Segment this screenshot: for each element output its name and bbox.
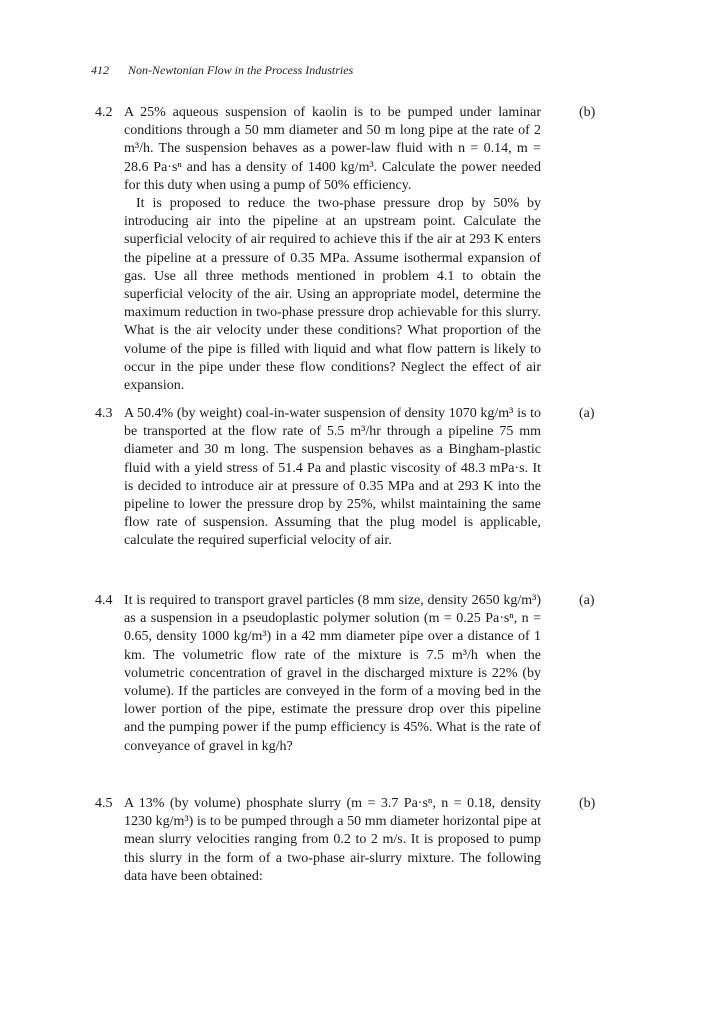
difficulty-grade: (b): [579, 105, 596, 120]
problem-4-3: [95, 405, 600, 551]
difficulty-grade: (a): [579, 593, 595, 608]
problem-text: [124, 405, 541, 551]
problem-4-5: [95, 795, 600, 886]
paragraph: A 50.4% (by weight) coal-in-water suspension of density 1070 kg/m³ is to be transported at the flow rate of 5.5 m³/hr through a pipeline 75 mm diameter and 30 m long. The suspension behaves as a Bingham-plastic fluid with a yield stress of 51.4 Pa and plastic viscosity of 48.3 mPa·s. It is decided to introduce air at pressure of 0.35 MPa and at 293 K into the pipeline to lower the pressure drop by 25%, whilst maintaining the same flow rate of suspension. Assuming that the plug model is applicable, calculate the required superficial velocity of air.: [124, 406, 541, 549]
running-header: [91, 63, 353, 78]
difficulty-grade: (b): [579, 796, 596, 811]
problem-number: 4.5: [95, 796, 113, 811]
problem-4-2: [95, 104, 600, 395]
problem-4-4: [95, 592, 600, 756]
paragraph: It is proposed to reduce the two-phase pressure drop by 50% by introducing air into the pipeline at an upstream point. Calculate the superficial velocity of air required to achieve this if the air at 293 K enters the pipeline at a pressure of 0.35 MPa. Assume isothermal expansion of gas. Use all three methods mentioned in problem 4.1 to obtain the superficial velocity of the air. Using an appropriate model, determine the maximum reduction in two-phase pressure drop achievable for this slurry. What is the air velocity under these conditions? What proportion of the volume of the pipe is filled with liquid and what flow pattern is likely to occur in the pipe under these flow conditions? Neglect the effect of air expansion.: [124, 196, 541, 394]
problem-number: 4.3: [95, 406, 113, 421]
paragraph: A 13% (by volume) phosphate slurry (m = 3.7 Pa·sⁿ, n = 0.18, density 1230 kg/m³) is to be pumped through a 50 mm diameter horizontal pipe at mean slurry velocities ranging from 0.2 to 2 m/s. It is proposed to pump this slurry in the form of a two-phase air-slurry mixture. The following data have been obtained:: [124, 796, 541, 884]
page-number: 412: [91, 63, 109, 77]
problem-text: [124, 104, 541, 395]
problem-number: 4.4: [95, 593, 113, 608]
book-title: Non-Newtonian Flow in the Process Industries: [128, 63, 354, 77]
problem-text: [124, 592, 541, 756]
paragraph: It is required to transport gravel particles (8 mm size, density 2650 kg/m³) as a suspension in a pseudoplastic polymer solution (m = 0.25 Pa·sⁿ, n = 0.65, density 1000 kg/m³) in a 42 mm diameter pipe over a distance of 1 km. The volumetric flow rate of the mixture is 7.5 m³/h when the volumetric concentration of gravel in the discharged mixture is 22% (by volume). If the particles are conveyed in the form of a moving bed in the lower portion of the pipe, estimate the pressure drop over this pipeline and the pumping power if the pump efficiency is 45%. What is the rate of conveyance of gravel in kg/h?: [124, 593, 541, 754]
problem-text: [124, 795, 541, 886]
problem-number: 4.2: [95, 105, 113, 120]
paragraph: A 25% aqueous suspension of kaolin is to be pumped under laminar conditions through a 50 mm diameter and 50 m long pipe at the rate of 2 m³/h. The suspension behaves as a power-law fluid with n = 0.14, m = 28.6 Pa·sⁿ and has a density of 1400 kg/m³. Calculate the power needed for this duty when using a pump of 50% efficiency.: [124, 105, 541, 193]
difficulty-grade: (a): [579, 406, 595, 421]
